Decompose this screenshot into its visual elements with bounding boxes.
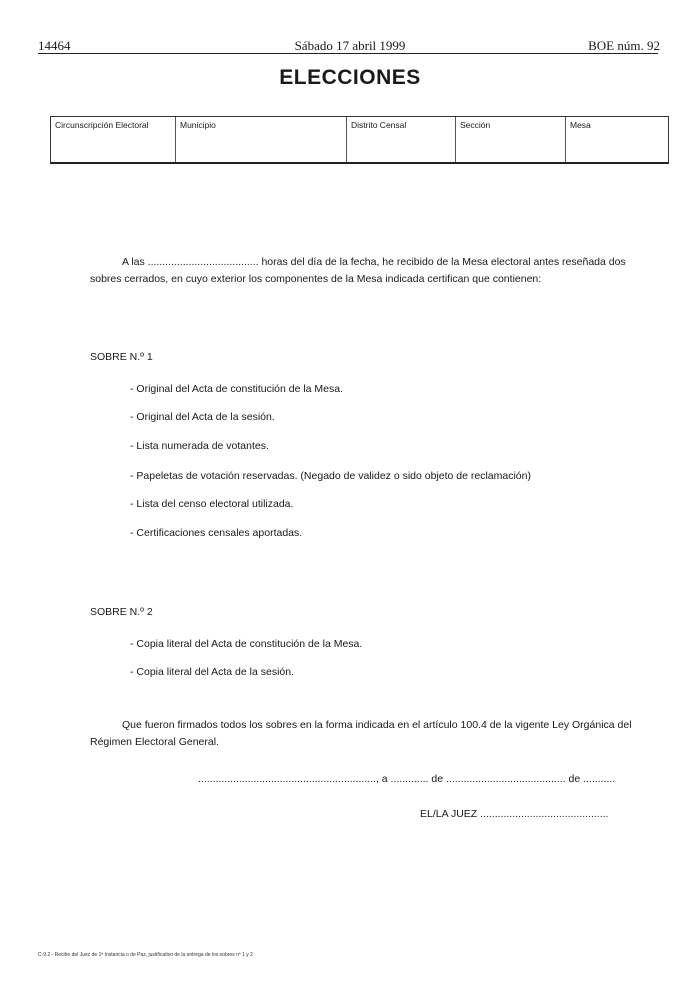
field-distrito: Distrito Censal bbox=[347, 117, 456, 162]
field-seccion: Sección bbox=[456, 117, 566, 162]
list-item: - Original del Acta de la sesión. bbox=[130, 411, 275, 423]
list-item: - Lista numerada de votantes. bbox=[130, 440, 269, 452]
list-item: - Original del Acta de constitución de la Mesa. bbox=[130, 383, 344, 395]
form-footer: C-9.2 - Recibo del Juez de 1ª Instancia o de Paz, justificativo de la entrega de los sobres nº 1 y 2 bbox=[38, 952, 253, 958]
document-title: ELECCIONES bbox=[279, 66, 421, 89]
sobre-2-label: SOBRE N.º 2 bbox=[90, 606, 153, 618]
sobre-1-label: SOBRE N.º 1 bbox=[90, 351, 153, 363]
field-mesa: Mesa bbox=[570, 120, 591, 130]
list-item: - Copia literal del Acta de constitución de la Mesa. bbox=[130, 638, 363, 650]
electoral-data-table bbox=[50, 116, 669, 164]
list-item: - Copia literal del Acta de la sesión. bbox=[130, 666, 295, 678]
closing-paragraph bbox=[90, 717, 635, 751]
header-rule bbox=[38, 53, 658, 54]
intro-text: A las ...................................... horas del día de la fecha, he recibido de la Mesa electoral antes reseñada dos sobres cerrados, en cuyo exterior los componentes de la Mesa indicada certifican que contienen: bbox=[90, 256, 626, 285]
list-item: - Certificaciones censales aportadas. bbox=[130, 527, 303, 539]
list-item: - Papeletas de votación reservadas. (Negado de validez o sido objeto de reclamación) bbox=[130, 470, 531, 482]
field-circunscripcion: Circunscripción Electoral bbox=[51, 117, 176, 162]
page-number: 14464 bbox=[38, 38, 71, 53]
judge-signature-line: EL/LA JUEZ ............................................ bbox=[420, 808, 609, 820]
closing-text: Que fueron firmados todos los sobres en la forma indicada en el artículo 100.4 de la vigente Ley Orgánica del Régimen Electoral General. bbox=[90, 719, 632, 748]
date-place-line: ............................................................., a ............. de ......................................... de ........... bbox=[198, 773, 616, 785]
intro-paragraph bbox=[90, 254, 635, 288]
field-municipio: Municipio bbox=[176, 117, 347, 162]
list-item: - Lista del censo electoral utilizada. bbox=[130, 498, 294, 510]
issue-number: BOE núm. 92 bbox=[588, 38, 660, 53]
header-date: Sábado 17 abril 1999 bbox=[294, 38, 406, 53]
